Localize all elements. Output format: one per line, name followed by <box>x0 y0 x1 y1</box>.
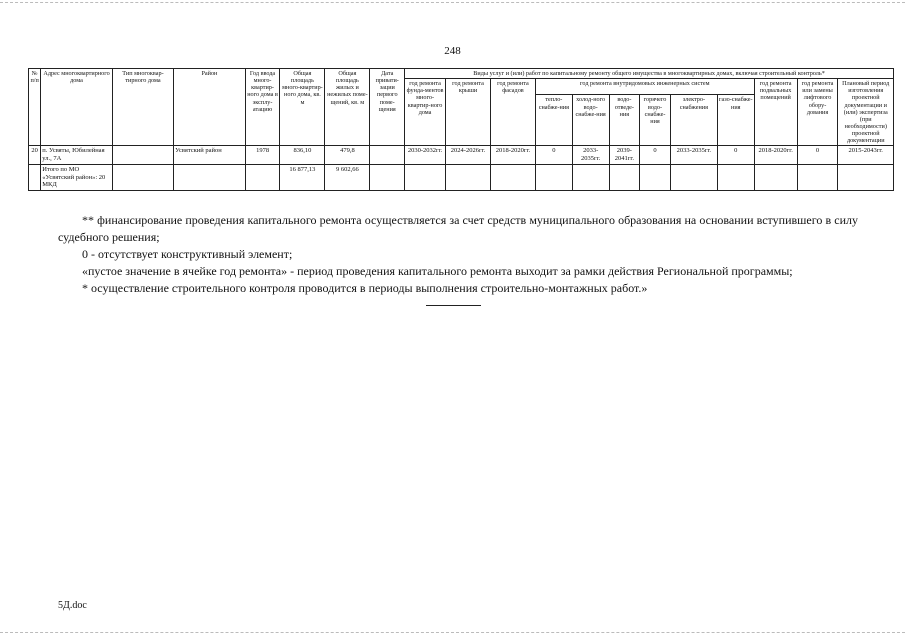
cell-total-empty <box>174 165 246 190</box>
cell-sewage: 2039-2041гг. <box>609 146 640 165</box>
cell-total-area: 836,10 <box>280 146 325 165</box>
scan-edge-bottom <box>0 632 905 635</box>
note-zero: 0 - отсутствует конструктивный элемент; <box>82 247 293 261</box>
cell-total-empty <box>609 165 640 190</box>
cell-facade: 2018-2020гг. <box>490 146 535 165</box>
cell-total-empty <box>446 165 491 190</box>
cell-total-area-sum: 16 877,13 <box>280 165 325 190</box>
capital-repair-table <box>28 68 894 191</box>
cell-hot-water: 0 <box>640 146 671 165</box>
cell-gas: 0 <box>717 146 754 165</box>
total-row <box>29 165 894 190</box>
header-electricity: электро-снабжения <box>670 95 717 146</box>
header-living-area: Общая площадь жилых и нежилых поме-щений, кв. м <box>325 69 370 146</box>
header-sewage: водо-отведе-ния <box>609 95 640 146</box>
cell-total-empty <box>640 165 671 190</box>
cell-foundation: 2030-2032гг. <box>405 146 446 165</box>
header-year-built: Год ввода много-квартир-ного дома в эксплу-атацию <box>245 69 280 146</box>
cell-num: 20 <box>29 146 41 165</box>
cell-total-empty <box>370 165 405 190</box>
cell-total-empty <box>797 165 838 190</box>
cell-total-empty <box>535 165 572 190</box>
header-district: Район <box>174 69 246 146</box>
cell-district: Усвятский район <box>174 146 246 165</box>
header-house-type: Тип многоквар-тирного дома <box>112 69 173 146</box>
cell-living-area-sum: 9 602,66 <box>325 165 370 190</box>
scan-edge-top <box>0 2 905 5</box>
cell-heating: 0 <box>535 146 572 165</box>
cell-total-label: Итого по МО «Усвятский район»: 20 МКД <box>41 165 113 190</box>
cell-total-empty <box>838 165 894 190</box>
note-control: * осуществление строительного контроля проводится в периоды выполнения строительно-монтажных работ.» <box>82 281 648 295</box>
cell-address: п. Усвяты, Юбилейная ул., 7А <box>41 146 113 165</box>
header-address: Адрес многоквартирного дома <box>41 69 113 146</box>
cell-basement: 2018-2020гг. <box>754 146 797 165</box>
header-num: № п/п <box>29 69 41 146</box>
header-engineering-group: год ремонта внутридомовых инженерных систем <box>535 79 754 95</box>
cell-total-empty <box>112 165 173 190</box>
cell-total-empty <box>245 165 280 190</box>
header-gas: газо-снабже-ния <box>717 95 754 146</box>
header-roof: год ремонта крыши <box>446 79 491 146</box>
header-planned-period: Плановый период изготовления проектной документации и (или) экспертиза (при необходимости) проектной документации <box>838 79 894 146</box>
header-total-area: Общая площадь много-квартир-ного дома, кв. м <box>280 69 325 146</box>
page-number: 248 <box>444 45 461 57</box>
cell-total-empty <box>29 165 41 190</box>
header-basement: год ремонта подвальных помещений <box>754 79 797 146</box>
note-funding: ** финансирование проведения капитального ремонта осуществляется за счет средств муниципального образования на основании вступившего в силу судебного решения; <box>58 213 858 244</box>
cell-total-empty <box>490 165 535 190</box>
cell-living-area: 479,8 <box>325 146 370 165</box>
cell-total-empty <box>572 165 609 190</box>
file-name: 5Д.doc <box>58 600 87 611</box>
cell-total-empty <box>670 165 717 190</box>
header-facade: год ремонта фасадов <box>490 79 535 146</box>
header-foundation: год ремонта фунда-ментов много-квартир-ного дома <box>405 79 446 146</box>
header-cold-water: холод-ного водо-снабже-ния <box>572 95 609 146</box>
footnotes <box>58 212 858 297</box>
header-hot-water: горячего водо-снабже-ния <box>640 95 671 146</box>
cell-total-empty <box>717 165 754 190</box>
separator-rule <box>426 305 481 306</box>
cell-house-type <box>112 146 173 165</box>
header-elevator: год ремонта или замены лифтового обору-дования <box>797 79 838 146</box>
cell-total-empty <box>405 165 446 190</box>
cell-cold-water: 2033-2035гг. <box>572 146 609 165</box>
cell-privatization-date <box>370 146 405 165</box>
cell-roof: 2024-2026гг. <box>446 146 491 165</box>
cell-planned-period: 2015-2043гг. <box>838 146 894 165</box>
cell-elevator: 0 <box>797 146 838 165</box>
header-heating: тепло-снабже-ния <box>535 95 572 146</box>
cell-total-empty <box>754 165 797 190</box>
header-services-group: Виды услуг и (или) работ по капитальному ремонту общего имущества в многоквартирных домах, включая строительный контроль* <box>405 69 894 79</box>
cell-electricity: 2033-2035гг. <box>670 146 717 165</box>
header-privatization-date: Дата привати-зации первого поме-щения <box>370 69 405 146</box>
note-empty: «пустое значение в ячейке год ремонта» - период проведения капитального ремонта выходит за рамки действия Региональной программы; <box>82 264 793 278</box>
table-row <box>29 146 894 165</box>
cell-year-built: 1978 <box>245 146 280 165</box>
